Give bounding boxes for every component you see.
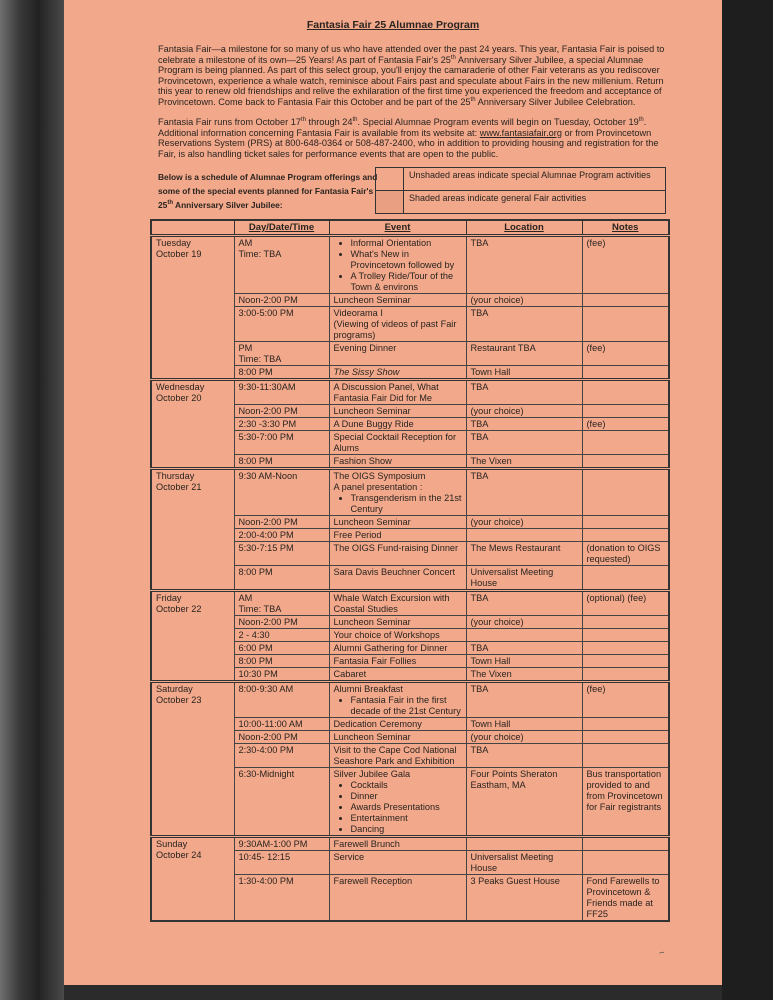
time-line: Noon-2:00 PM: [238, 732, 298, 742]
location-cell: [466, 529, 582, 542]
event-bullet: • Fantasia Fair in the first decade of the 21st Century: [351, 695, 462, 717]
day-date: October 23: [156, 695, 202, 705]
time-line: PM: [238, 343, 253, 353]
time-line: 8:00-9:30 AM: [238, 684, 294, 694]
location-cell: Town Hall: [466, 655, 582, 668]
location-cell: (your choice): [466, 294, 582, 307]
event-line: Luncheon Seminar: [333, 617, 411, 627]
time-line: 5:30-7:00 PM: [238, 432, 294, 442]
day-cell: [151, 682, 234, 837]
ordinal-suffix: th: [638, 116, 644, 123]
notes-cell: (fee): [582, 418, 669, 431]
location-cell: (your choice): [466, 616, 582, 629]
event-bullet: • Entertainment: [351, 813, 462, 824]
event-cell: [329, 516, 466, 529]
table-row: [151, 236, 669, 294]
text-segment: Fantasia Fair—a milestone for so many of us who have attended over the past 24 years. This year, Fantasia Fair is poised to celebrate a milestone of its own—25 Years! As part of Fantasia Fair's 25: [158, 44, 665, 65]
time-cell: [234, 294, 329, 307]
event-cell: [329, 529, 466, 542]
location-cell: TBA: [466, 380, 582, 405]
event-cell: [329, 342, 466, 366]
time-line: Noon-2:00 PM: [238, 517, 298, 527]
notes-cell: [582, 405, 669, 418]
event-cell: [329, 668, 466, 682]
time-cell: [234, 768, 329, 837]
text-segment: . Special Alumnae Program events will begin on Tuesday, October 19: [357, 117, 639, 127]
notes-cell: [582, 380, 669, 405]
location-cell: Universalist Meeting House: [466, 851, 582, 875]
notes-cell: [582, 837, 669, 851]
location-cell: TBA: [466, 307, 582, 342]
day-name: Tuesday: [156, 238, 191, 248]
event-cell: [329, 744, 466, 768]
text-segment: or from Provincetown Reservations System (PRS) at 800-648-0364 or 508-487-2400, who in addition to providing housing and registration for the Fair, is also handling ticket sales for performance events that are open to the public.: [158, 127, 659, 159]
time-cell: [234, 744, 329, 768]
event-line: Farewell Reception: [333, 876, 413, 886]
column-header: Event: [329, 220, 466, 236]
time-cell: [234, 366, 329, 380]
day-name: Sunday: [156, 839, 188, 849]
event-cell: [329, 642, 466, 655]
location-cell: TBA: [466, 431, 582, 455]
event-line: Service: [333, 852, 365, 862]
event-cell: [329, 875, 466, 922]
event-cell: [329, 566, 466, 591]
location-cell: Universalist Meeting House: [466, 566, 582, 591]
table-row: [151, 380, 669, 405]
time-line: 10:45- 12:15: [238, 852, 291, 862]
notes-cell: [582, 642, 669, 655]
event-line: Fantasia Fair Follies: [333, 656, 417, 666]
time-cell: [234, 431, 329, 455]
location-cell: TBA: [466, 682, 582, 718]
time-line: Noon-2:00 PM: [238, 406, 298, 416]
event-line: Silver Jubilee Gala: [333, 769, 411, 779]
event-line: Alumni Gathering for Dinner: [333, 643, 448, 653]
location-cell: 3 Peaks Guest House: [466, 875, 582, 922]
location-cell: TBA: [466, 236, 582, 294]
notes-cell: [582, 616, 669, 629]
notes-cell: [582, 516, 669, 529]
location-cell: Town Hall: [466, 366, 582, 380]
column-header: [151, 220, 234, 236]
scan-edge: [722, 0, 773, 1000]
time-cell: [234, 668, 329, 682]
time-cell: [234, 718, 329, 731]
notes-cell: [582, 718, 669, 731]
event-cell: [329, 682, 466, 718]
website-link[interactable]: www.fantasiafair.org: [479, 127, 562, 138]
time-cell: [234, 405, 329, 418]
event-bullets: [334, 695, 462, 717]
event-cell: [329, 418, 466, 431]
time-cell: [234, 342, 329, 366]
event-bullet: • Transgenderism in the 21st Century: [351, 493, 462, 515]
time-cell: [234, 837, 329, 851]
event-cell: [329, 837, 466, 851]
location-cell: (your choice): [466, 516, 582, 529]
ordinal-suffix: th: [167, 200, 173, 207]
time-cell: [234, 566, 329, 591]
text-segment: Anniversary Silver Jubilee Celebration.: [475, 96, 636, 107]
event-bullet: • Awards Presentations: [351, 802, 462, 813]
event-line: Whale Watch Excursion with Coastal Studies: [333, 593, 450, 614]
legend-unshaded: [376, 168, 665, 190]
time-line: 3:00-5:00 PM: [238, 308, 294, 318]
event-line: The OIGS Fund-raising Dinner: [333, 543, 459, 553]
time-cell: [234, 875, 329, 922]
event-bullet: • Dancing: [351, 824, 462, 835]
legend-shaded-text: Shaded areas indicate general Fair activities: [409, 193, 587, 203]
notes-cell: (fee): [582, 682, 669, 718]
notes-cell: [582, 744, 669, 768]
time-cell: [234, 629, 329, 642]
event-cell: [329, 236, 466, 294]
time-line: AM: [238, 238, 253, 248]
event-line: The Sissy Show: [333, 367, 400, 377]
event-cell: [329, 718, 466, 731]
day-date: October 19: [156, 249, 202, 259]
location-cell: TBA: [466, 744, 582, 768]
event-cell: [329, 616, 466, 629]
day-cell: [151, 469, 234, 591]
table-row: [151, 682, 669, 718]
table-row: [151, 591, 669, 616]
legend-unshaded-text: Unshaded areas indicate special Alumnae Program activities: [409, 170, 651, 180]
notes-cell: [582, 307, 669, 342]
column-header: Day/Date/Time: [234, 220, 329, 236]
notes-cell: (optional) (fee): [582, 591, 669, 616]
time-cell: [234, 516, 329, 529]
notes-cell: [582, 529, 669, 542]
day-date: October 22: [156, 604, 202, 614]
text-segment: Anniversary Silver Jubilee:: [173, 200, 283, 211]
time-cell: [234, 655, 329, 668]
notes-cell: [582, 851, 669, 875]
time-cell: [234, 642, 329, 655]
location-cell: Town Hall: [466, 718, 582, 731]
time-line: Time: TBA: [238, 249, 282, 259]
time-line: 6:30-Midnight: [238, 769, 295, 779]
time-cell: [234, 455, 329, 469]
document-page: [64, 0, 722, 985]
event-cell: [329, 768, 466, 837]
binder-edge: [0, 0, 64, 1000]
event-cell: [329, 431, 466, 455]
day-cell: [151, 380, 234, 469]
location-cell: TBA: [466, 591, 582, 616]
event-line: Evening Dinner: [333, 343, 397, 353]
event-line: Sara Davis Beuchner Concert: [333, 567, 456, 577]
time-line: Noon-2:00 PM: [238, 295, 298, 305]
notes-cell: [582, 366, 669, 380]
event-cell: [329, 469, 466, 516]
time-line: 8:00 PM: [238, 367, 273, 377]
location-cell: [466, 837, 582, 851]
shading-legend: [375, 167, 666, 214]
day-date: October 21: [156, 482, 202, 492]
schedule-table: [150, 219, 670, 922]
time-cell: [234, 307, 329, 342]
event-line: Dedication Ceremony: [333, 719, 422, 729]
location-cell: The Vixen: [466, 668, 582, 682]
time-line: 8:00 PM: [238, 567, 273, 577]
time-cell: [234, 682, 329, 718]
event-bullet: • Cocktails: [351, 780, 462, 791]
notes-cell: [582, 629, 669, 642]
text-segment: Below is a schedule of Alumnae Program offerings and some of the special events planned for Fantasia Fair's 25: [158, 172, 378, 211]
time-line: 1:30-4:00 PM: [238, 876, 294, 886]
notes-cell: (donation to OIGS requested): [582, 542, 669, 566]
ordinal-suffix: th: [470, 96, 476, 103]
event-cell: [329, 851, 466, 875]
day-name: Thursday: [156, 471, 195, 481]
event-line: Luncheon Seminar: [333, 517, 411, 527]
event-line: (Viewing of videos of past Fair programs): [333, 319, 457, 340]
location-cell: [466, 629, 582, 642]
time-cell: [234, 469, 329, 516]
location-cell: TBA: [466, 418, 582, 431]
location-cell: The Mews Restaurant: [466, 542, 582, 566]
text-segment: Fantasia Fair runs from October 17: [158, 117, 301, 127]
event-cell: [329, 366, 466, 380]
time-cell: [234, 418, 329, 431]
location-cell: TBA: [466, 469, 582, 516]
event-bullet: • What's New in Provincetown followed by: [351, 249, 462, 271]
time-line: 8:00 PM: [238, 656, 273, 666]
text-segment: . Additional information concerning Fantasia Fair is available from its website at:: [158, 117, 647, 138]
intro-paragraph-2: [158, 117, 670, 159]
column-header: Notes: [582, 220, 669, 236]
event-line: Special Cocktail Reception for Alums: [333, 432, 457, 453]
event-cell: [329, 380, 466, 405]
time-cell: [234, 529, 329, 542]
location-cell: Four Points Sheraton Eastham, MA: [466, 768, 582, 837]
page-title: Fantasia Fair 25 Alumnae Program: [306, 19, 480, 31]
event-line: Cabaret: [333, 669, 367, 679]
time-line: 2:30-4:00 PM: [238, 745, 294, 755]
column-header: Location: [466, 220, 582, 236]
notes-cell: [582, 431, 669, 455]
time-cell: [234, 731, 329, 744]
event-line: Luncheon Seminar: [333, 732, 411, 742]
location-cell: Restaurant TBA: [466, 342, 582, 366]
event-cell: [329, 542, 466, 566]
location-cell: TBA: [466, 642, 582, 655]
event-bullets: [334, 780, 462, 835]
shaded-swatch: [376, 191, 404, 213]
time-cell: [234, 851, 329, 875]
event-bullet: • Dinner: [351, 791, 462, 802]
text-segment: Anniversary Silver Jubilee, a special Alumnae Program is being planned. As part of this select group, you'll enjoy the camaraderie of other Fair veterans as you rediscover Provincetown, experience a whale watch, reminisce about Fairs past and speculate about Fairs in the new millenium. Return this year to renew old friendships and relive the exhilaration of the first time you experienced the freedom and acceptance of Provincetown. Come back to Fantasia Fair this October and be part of the 25: [158, 54, 664, 107]
notes-cell: (fee): [582, 236, 669, 294]
time-line: 10:30 PM: [238, 669, 278, 679]
unshaded-swatch: [376, 168, 404, 190]
event-line: Luncheon Seminar: [333, 406, 411, 416]
location-cell: The Vixen: [466, 455, 582, 469]
time-line: 8:00 PM: [238, 456, 273, 466]
notes-cell: [582, 294, 669, 307]
day-date: October 24: [156, 850, 202, 860]
event-cell: [329, 294, 466, 307]
time-line: AM: [238, 593, 253, 603]
time-line: 9:30AM-1:00 PM: [238, 839, 308, 849]
day-cell: [151, 591, 234, 682]
notes-cell: [582, 455, 669, 469]
event-cell: [329, 405, 466, 418]
ordinal-suffix: th: [450, 54, 456, 61]
notes-cell: (fee): [582, 342, 669, 366]
time-line: Time: TBA: [238, 604, 282, 614]
notes-cell: [582, 566, 669, 591]
event-cell: [329, 591, 466, 616]
event-line: The OIGS Symposium: [333, 471, 426, 481]
time-line: 5:30-7:15 PM: [238, 543, 294, 553]
day-date: October 20: [156, 393, 202, 403]
event-line: Fashion Show: [333, 456, 392, 466]
intro-paragraph-1: [158, 44, 670, 108]
event-cell: [329, 455, 466, 469]
event-line: A Dune Buggy Ride: [333, 419, 414, 429]
location-cell: (your choice): [466, 731, 582, 744]
time-cell: [234, 542, 329, 566]
day-name: Saturday: [156, 684, 193, 694]
time-cell: [234, 236, 329, 294]
time-line: 10:00-11:00 AM: [238, 719, 303, 729]
ordinal-suffix: th: [300, 116, 306, 123]
notes-cell: [582, 469, 669, 516]
event-line: A Discussion Panel, What Fantasia Fair Did for Me: [333, 382, 439, 403]
event-line: Your choice of Workshops: [333, 630, 440, 640]
legend-shaded: [376, 190, 665, 213]
time-line: 9:30-11:30AM: [238, 382, 296, 392]
notes-cell: Fond Farewells to Provincetown & Friends made at FF25: [582, 875, 669, 922]
text-segment: through 24: [306, 117, 353, 127]
table-row: [151, 469, 669, 516]
event-cell: [329, 307, 466, 342]
notes-cell: [582, 731, 669, 744]
day-name: Wednesday: [156, 382, 205, 392]
event-line: Farewell Brunch: [333, 839, 400, 849]
time-line: 2:30 -3:30 PM: [238, 419, 297, 429]
time-line: Time: TBA: [238, 354, 282, 364]
event-bullet: • Informal Orientation: [351, 238, 462, 249]
notes-cell: Bus transportation provided to and from Provincetown for Fair registrants: [582, 768, 669, 837]
day-cell: [151, 837, 234, 922]
time-line: Noon-2:00 PM: [238, 617, 298, 627]
notes-cell: [582, 655, 669, 668]
day-cell: [151, 236, 234, 380]
time-cell: [234, 380, 329, 405]
event-line: Alumni Breakfast: [333, 684, 403, 694]
ordinal-suffix: th: [352, 116, 358, 123]
event-line: Videorama I: [333, 308, 383, 318]
handwritten-mark: ~: [657, 947, 667, 960]
event-line: Luncheon Seminar: [333, 295, 411, 305]
notes-cell: [582, 668, 669, 682]
time-line: 2 - 4:30: [238, 630, 270, 640]
time-line: 2:00-4:00 PM: [238, 530, 294, 540]
day-name: Friday: [156, 593, 182, 603]
table-header-row: [151, 220, 669, 236]
time-cell: [234, 616, 329, 629]
event-line: A panel presentation :: [333, 482, 423, 492]
location-cell: (your choice): [466, 405, 582, 418]
event-cell: [329, 655, 466, 668]
event-line: Visit to the Cape Cod National Seashore Park and Exhibition: [333, 745, 457, 766]
event-bullets: [334, 493, 462, 515]
schedule-note: [158, 170, 378, 213]
time-line: 6:00 PM: [238, 643, 273, 653]
time-line: 9:30 AM-Noon: [238, 471, 298, 481]
event-bullets: [334, 238, 462, 293]
time-cell: [234, 591, 329, 616]
event-cell: [329, 731, 466, 744]
event-line: Free Period: [333, 530, 382, 540]
table-row: [151, 837, 669, 851]
event-cell: [329, 629, 466, 642]
event-bullet: • A Trolley Ride/Tour of the Town & environs: [351, 271, 462, 293]
